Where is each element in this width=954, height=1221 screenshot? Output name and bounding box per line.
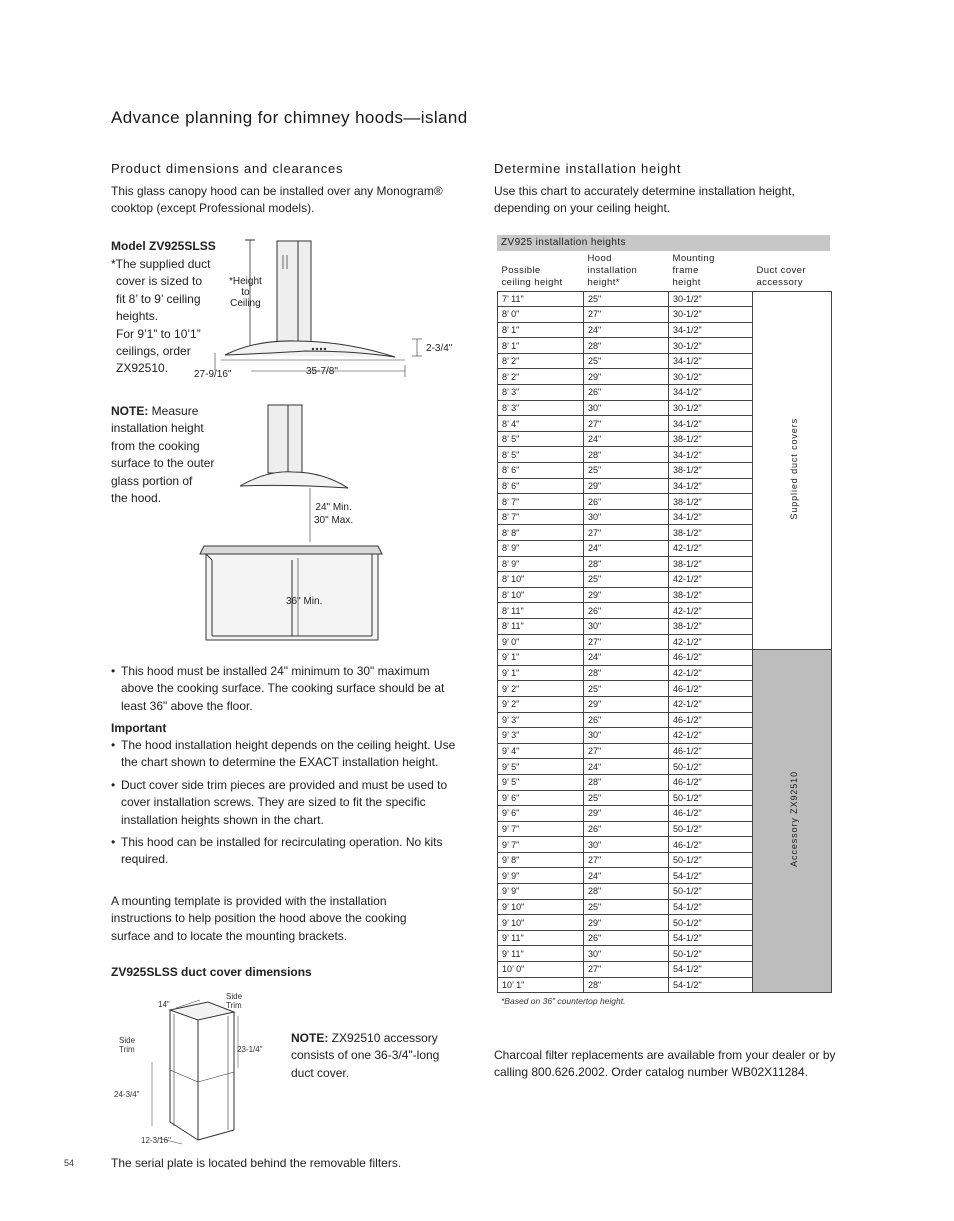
serial-plate-note: The serial plate is located behind the removable filters. bbox=[111, 1156, 402, 1170]
ceiling-height-cell: 8’ 7" bbox=[498, 494, 584, 510]
duct-note-label: NOTE: bbox=[291, 1031, 329, 1045]
hood-height-cell: 27" bbox=[584, 525, 669, 541]
ceiling-height-cell: 9’ 4" bbox=[498, 743, 584, 759]
ceiling-height-cell: 9’ 2" bbox=[498, 681, 584, 697]
important-label: Important bbox=[111, 721, 167, 735]
duct-note-text: ZX92510 accessory consists of one 36-3/4"-long duct cover. bbox=[291, 1031, 440, 1080]
frame-height-cell: 46-1/2" bbox=[669, 712, 753, 728]
ceiling-height-cell: 9’ 3" bbox=[498, 728, 584, 744]
island-clearance-diagram bbox=[198, 400, 384, 646]
section-heading-install-height: Determine installation height bbox=[494, 161, 682, 176]
header-line: Possible bbox=[501, 264, 541, 276]
ceiling-height-cell: 8’ 1" bbox=[498, 338, 584, 354]
label-line: 30" Max. bbox=[314, 515, 354, 526]
frame-height-cell: 38-1/2" bbox=[669, 431, 753, 447]
hood-height-cell: 24" bbox=[584, 759, 669, 775]
hood-height-cell: 24" bbox=[584, 650, 669, 666]
frame-height-cell: 30-1/2" bbox=[669, 338, 753, 354]
table-footnote: *Based on 36" countertop height. bbox=[501, 996, 626, 1007]
col-header-frame bbox=[669, 251, 753, 291]
model-note-line: ceilings, order bbox=[116, 344, 191, 359]
ceiling-height-cell: 9’ 1" bbox=[498, 650, 584, 666]
frame-height-cell: 38-1/2" bbox=[669, 525, 753, 541]
ceiling-height-cell: 9’ 10" bbox=[498, 915, 584, 931]
ceiling-height-cell: 9’ 1" bbox=[498, 665, 584, 681]
hood-height-cell: 26" bbox=[584, 712, 669, 728]
frame-height-cell: 38-1/2" bbox=[669, 587, 753, 603]
ceiling-height-cell: 8’ 2" bbox=[498, 353, 584, 369]
dim-24: 24-3/4" bbox=[114, 1090, 140, 1099]
frame-height-cell: 50-1/2" bbox=[669, 884, 753, 900]
hood-height-cell: 27" bbox=[584, 416, 669, 432]
section-heading-dimensions: Product dimensions and clearances bbox=[111, 161, 344, 176]
frame-height-cell: 42-1/2" bbox=[669, 728, 753, 744]
col-header-duct bbox=[753, 251, 832, 291]
dim-depth: 2-3/4" bbox=[426, 343, 453, 354]
dim-width: 35-7/8" bbox=[306, 366, 338, 377]
hood-height-cell: 29" bbox=[584, 369, 669, 385]
frame-height-cell: 42-1/2" bbox=[669, 572, 753, 588]
dim-14: 14" bbox=[158, 1000, 170, 1009]
frame-height-cell: 50-1/2" bbox=[669, 852, 753, 868]
template-paragraph: A mounting template is provided with the installation instructions to help position the hood above the cooking surface and to locate the mounting brackets. bbox=[111, 894, 407, 943]
frame-height-cell: 38-1/2" bbox=[669, 463, 753, 479]
frame-height-cell: 54-1/2" bbox=[669, 868, 753, 884]
ceiling-height-cell: 9’ 3" bbox=[498, 712, 584, 728]
hood-height-cell: 30" bbox=[584, 400, 669, 416]
label-line: Side bbox=[226, 992, 243, 1001]
table-row bbox=[498, 650, 832, 666]
ceiling-height-cell: 8’ 6" bbox=[498, 478, 584, 494]
hood-height-cell: 30" bbox=[584, 728, 669, 744]
table-body bbox=[498, 291, 832, 993]
ceiling-height-cell: 10’ 0" bbox=[498, 962, 584, 978]
hood-height-cell: 26" bbox=[584, 385, 669, 401]
hood-height-cell: 24" bbox=[584, 322, 669, 338]
hood-height-cell: 26" bbox=[584, 930, 669, 946]
counter-height-label: 36" Min. bbox=[286, 596, 323, 607]
ceiling-height-cell: 9’ 9" bbox=[498, 868, 584, 884]
model-note-line: *The supplied duct bbox=[111, 257, 211, 271]
hood-height-cell: 25" bbox=[584, 790, 669, 806]
frame-height-cell: 34-1/2" bbox=[669, 478, 753, 494]
ceiling-height-cell: 9’ 5" bbox=[498, 759, 584, 775]
ceiling-height-cell: 8’ 9" bbox=[498, 541, 584, 557]
frame-height-cell: 50-1/2" bbox=[669, 915, 753, 931]
hood-height-cell: 24" bbox=[584, 868, 669, 884]
hood-height-cell: 29" bbox=[584, 806, 669, 822]
hood-height-cell: 29" bbox=[584, 696, 669, 712]
frame-height-cell: 38-1/2" bbox=[669, 494, 753, 510]
ceiling-height-cell: 8’ 10" bbox=[498, 572, 584, 588]
ceiling-height-cell: 9’ 8" bbox=[498, 852, 584, 868]
height-to-ceiling-label bbox=[229, 276, 262, 309]
hood-height-cell: 25" bbox=[584, 463, 669, 479]
col-header-hood bbox=[584, 251, 669, 291]
bullet-item: • The hood installation height depends on the ceiling height. Use the chart shown to determine the EXACT installation height. bbox=[111, 737, 459, 772]
charcoal-filter-note: Charcoal filter replacements are available from your dealer or by calling 800.626.2002. Order catalog number WB02X11284. bbox=[494, 1048, 836, 1080]
ceiling-height-cell: 9’ 6" bbox=[498, 806, 584, 822]
frame-height-cell: 54-1/2" bbox=[669, 930, 753, 946]
hood-height-cell: 30" bbox=[584, 509, 669, 525]
frame-height-cell: 34-1/2" bbox=[669, 509, 753, 525]
ceiling-height-cell: 8’ 9" bbox=[498, 556, 584, 572]
ceiling-height-cell: 9’ 2" bbox=[498, 696, 584, 712]
ceiling-height-cell: 9’ 11" bbox=[498, 946, 584, 962]
frame-height-cell: 46-1/2" bbox=[669, 650, 753, 666]
ceiling-height-cell: 8’ 10" bbox=[498, 587, 584, 603]
heights-grid bbox=[497, 251, 832, 993]
frame-height-cell: 34-1/2" bbox=[669, 353, 753, 369]
header-row bbox=[498, 251, 832, 291]
hood-height-cell: 28" bbox=[584, 774, 669, 790]
hood-height-cell: 28" bbox=[584, 977, 669, 993]
header-line: Duct cover bbox=[756, 264, 806, 276]
duct-cover-group-label: Supplied duct covers bbox=[789, 417, 799, 520]
frame-height-cell: 30-1/2" bbox=[669, 291, 753, 307]
model-note-line: fit 8’ to 9’ ceiling bbox=[116, 291, 201, 306]
ceiling-height-cell: 9’ 5" bbox=[498, 774, 584, 790]
duct-heading: ZV925SLSS duct cover dimensions bbox=[111, 965, 312, 979]
ceiling-height-cell: 8’ 11" bbox=[498, 603, 584, 619]
label-line: Side bbox=[119, 1036, 136, 1045]
frame-height-cell: 46-1/2" bbox=[669, 774, 753, 790]
hood-height-cell: 27" bbox=[584, 634, 669, 650]
frame-height-cell: 50-1/2" bbox=[669, 759, 753, 775]
header-line: ceiling height bbox=[501, 276, 563, 288]
note-line: from the cooking bbox=[111, 438, 200, 453]
header-line: accessory bbox=[756, 276, 803, 288]
ceiling-height-cell: 8’ 5" bbox=[498, 431, 584, 447]
model-note-line: ZX92510. bbox=[116, 361, 169, 376]
bullet-item: • This hood can be installed for recirculating operation. No kits required. bbox=[111, 834, 459, 869]
frame-height-cell: 34-1/2" bbox=[669, 385, 753, 401]
dim-23: 23-1/4" bbox=[237, 1045, 263, 1054]
hood-height-cell: 29" bbox=[584, 587, 669, 603]
hood-height-cell: 30" bbox=[584, 618, 669, 634]
ceiling-height-cell: 7’ 11" bbox=[498, 291, 584, 307]
hood-height-cell: 25" bbox=[584, 572, 669, 588]
ceiling-height-cell: 9’ 6" bbox=[498, 790, 584, 806]
frame-height-cell: 34-1/2" bbox=[669, 416, 753, 432]
header-line: height bbox=[672, 276, 701, 288]
frame-height-cell: 54-1/2" bbox=[669, 899, 753, 915]
ceiling-height-cell: 8’ 0" bbox=[498, 307, 584, 323]
label-line: Ceiling bbox=[230, 298, 261, 309]
ceiling-height-cell: 8’ 11" bbox=[498, 618, 584, 634]
hood-height-cell: 26" bbox=[584, 603, 669, 619]
hood-height-cell: 25" bbox=[584, 681, 669, 697]
frame-height-cell: 38-1/2" bbox=[669, 556, 753, 572]
hood-height-cell: 28" bbox=[584, 447, 669, 463]
model-note-line: heights. bbox=[116, 309, 159, 324]
hood-height-cell: 27" bbox=[584, 743, 669, 759]
frame-height-cell: 42-1/2" bbox=[669, 603, 753, 619]
note-label: NOTE: bbox=[111, 404, 149, 418]
hood-height-cell: 29" bbox=[584, 915, 669, 931]
hood-height-cell: 28" bbox=[584, 665, 669, 681]
label-line: Trim bbox=[226, 1001, 242, 1010]
hood-height-cell: 27" bbox=[584, 307, 669, 323]
side-trim-left-label bbox=[119, 1036, 135, 1054]
hood-height-cell: 26" bbox=[584, 494, 669, 510]
ceiling-height-cell: 8’ 8" bbox=[498, 525, 584, 541]
frame-height-cell: 50-1/2" bbox=[669, 946, 753, 962]
clearance-label bbox=[314, 501, 353, 527]
side-trim-top-label bbox=[226, 992, 242, 1010]
page-title: Advance planning for chimney hoods—island bbox=[111, 108, 468, 127]
hood-height-cell: 28" bbox=[584, 338, 669, 354]
dimensions-intro: This glass canopy hood can be installed over any Monogram® cooktop (except Professional models). bbox=[111, 184, 443, 216]
installation-heights-table bbox=[497, 235, 830, 1006]
frame-height-cell: 42-1/2" bbox=[669, 665, 753, 681]
header-line: Hood bbox=[587, 252, 612, 264]
ceiling-height-cell: 8’ 3" bbox=[498, 400, 584, 416]
frame-height-cell: 46-1/2" bbox=[669, 806, 753, 822]
bullet-item: • This hood must be installed 24" minimum to 30" maximum above the cooking surface. The cooking surface should be at least 36" above the floor. bbox=[111, 663, 459, 715]
hood-height-cell: 28" bbox=[584, 556, 669, 572]
bullet-item: • Duct cover side trim pieces are provided and must be used to cover installation screws. They are sized to fit the specific installation heights shown in the chart. bbox=[111, 777, 459, 829]
ceiling-height-cell: 8’ 3" bbox=[498, 385, 584, 401]
model-note-line: cover is sized to bbox=[116, 274, 203, 289]
frame-height-cell: 30-1/2" bbox=[669, 369, 753, 385]
hood-height-cell: 30" bbox=[584, 946, 669, 962]
label-line: Trim bbox=[119, 1045, 135, 1054]
note-line: installation height bbox=[111, 421, 204, 436]
frame-height-cell: 50-1/2" bbox=[669, 790, 753, 806]
table-title: ZV925 installation heights bbox=[497, 235, 830, 251]
page-number: 54 bbox=[64, 1158, 75, 1168]
hood-dimension-diagram bbox=[195, 235, 460, 385]
ceiling-height-cell: 8’ 5" bbox=[498, 447, 584, 463]
ceiling-height-cell: 9’ 7" bbox=[498, 837, 584, 853]
dim-width-left: 27-9/16" bbox=[194, 369, 232, 380]
duct-cover-diagram bbox=[118, 990, 268, 1150]
frame-height-cell: 46-1/2" bbox=[669, 681, 753, 697]
note-line: the hood. bbox=[111, 491, 162, 506]
header-line: height* bbox=[587, 276, 620, 288]
note-line: Measure bbox=[148, 404, 199, 418]
ceiling-height-cell: 8’ 6" bbox=[498, 463, 584, 479]
hood-height-cell: 25" bbox=[584, 899, 669, 915]
frame-height-cell: 42-1/2" bbox=[669, 696, 753, 712]
hood-height-cell: 27" bbox=[584, 962, 669, 978]
frame-height-cell: 42-1/2" bbox=[669, 541, 753, 557]
ceiling-height-cell: 8’ 4" bbox=[498, 416, 584, 432]
ceiling-height-cell: 8’ 2" bbox=[498, 369, 584, 385]
duct-cover-group-cell bbox=[753, 291, 832, 650]
model-label: Model ZV925SLSS bbox=[111, 239, 216, 253]
ceiling-height-cell: 8’ 1" bbox=[498, 322, 584, 338]
frame-height-cell: 46-1/2" bbox=[669, 837, 753, 853]
duct-cover-group-cell bbox=[753, 650, 832, 993]
header-line: Mounting bbox=[672, 252, 715, 264]
frame-height-cell: 30-1/2" bbox=[669, 307, 753, 323]
frame-height-cell: 34-1/2" bbox=[669, 447, 753, 463]
frame-height-cell: 46-1/2" bbox=[669, 743, 753, 759]
frame-height-cell: 34-1/2" bbox=[669, 322, 753, 338]
ceiling-height-cell: 9’ 10" bbox=[498, 899, 584, 915]
model-note-line: For 9’1” to 10’1” bbox=[116, 326, 201, 341]
ceiling-height-cell: 10’ 1" bbox=[498, 977, 584, 993]
frame-height-cell: 38-1/2" bbox=[669, 618, 753, 634]
frame-height-cell: 30-1/2" bbox=[669, 400, 753, 416]
important-bullets bbox=[111, 737, 459, 874]
header-line: frame bbox=[672, 264, 699, 276]
frame-height-cell: 50-1/2" bbox=[669, 821, 753, 837]
ceiling-height-cell: 9’ 7" bbox=[498, 821, 584, 837]
hood-height-cell: 24" bbox=[584, 541, 669, 557]
hood-height-cell: 27" bbox=[584, 852, 669, 868]
label-line: *Height bbox=[229, 276, 262, 287]
duct-note bbox=[291, 1030, 451, 1082]
frame-height-cell: 54-1/2" bbox=[669, 962, 753, 978]
ceiling-height-cell: 9’ 9" bbox=[498, 884, 584, 900]
dim-12: 12-3/16" bbox=[141, 1136, 171, 1145]
hood-height-cell: 30" bbox=[584, 837, 669, 853]
hood-height-cell: 26" bbox=[584, 821, 669, 837]
hood-height-cell: 28" bbox=[584, 884, 669, 900]
ceiling-height-cell: 9’ 11" bbox=[498, 930, 584, 946]
col-header-ceiling bbox=[498, 251, 584, 291]
note-line: surface to the outer bbox=[111, 456, 215, 471]
hood-height-cell: 29" bbox=[584, 478, 669, 494]
note-line: glass portion of bbox=[111, 473, 193, 488]
header-line: installation bbox=[587, 264, 638, 276]
hood-height-cell: 25" bbox=[584, 353, 669, 369]
hood-height-cell: 25" bbox=[584, 291, 669, 307]
ceiling-height-cell: 9’ 0" bbox=[498, 634, 584, 650]
install-bullets bbox=[111, 663, 459, 720]
hood-height-cell: 24" bbox=[584, 431, 669, 447]
label-line: to bbox=[241, 287, 250, 298]
label-line: 24" Min. bbox=[315, 502, 352, 513]
frame-height-cell: 54-1/2" bbox=[669, 977, 753, 993]
duct-cover-group-label: Accessory ZX92510 bbox=[789, 771, 799, 868]
frame-height-cell: 42-1/2" bbox=[669, 634, 753, 650]
ceiling-height-cell: 8’ 7" bbox=[498, 509, 584, 525]
table-row bbox=[498, 291, 832, 307]
install-height-intro: Use this chart to accurately determine installation height, depending on your ceiling height. bbox=[494, 184, 795, 216]
